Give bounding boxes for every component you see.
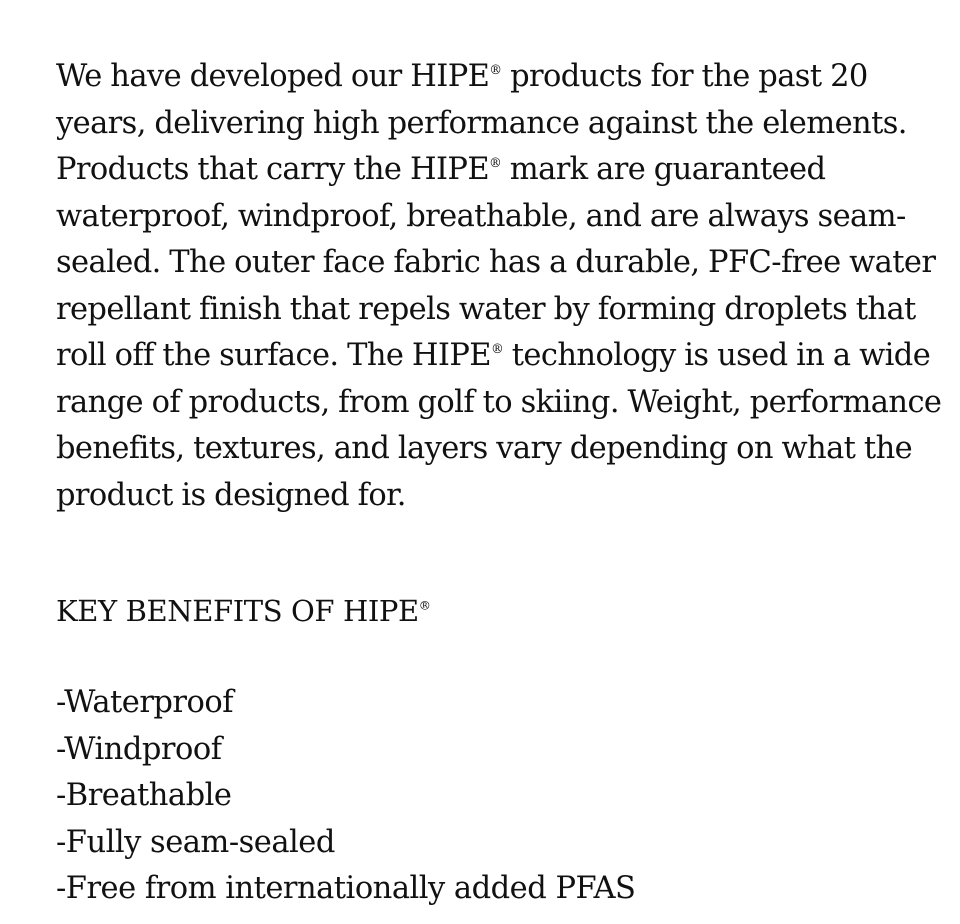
intro-line: [56, 473, 946, 520]
intro-line: [56, 380, 946, 427]
intro-text: sealed. The outer face fabric has a durable, PFC-free water: [56, 245, 936, 280]
intro-line: [56, 333, 946, 380]
intro-line: [56, 194, 946, 241]
benefit-item: -Waterproof: [56, 685, 234, 720]
registered-mark: ®: [489, 62, 502, 78]
intro-text: range of products, from golf to skiing. Weight, performance: [56, 384, 942, 420]
intro-text: product is designed for.: [56, 477, 406, 513]
intro-text: products for the past 20: [501, 59, 868, 94]
intro-text: roll off the surface. The HIPE: [56, 338, 491, 373]
key-benefits-heading: [56, 588, 946, 634]
document-body: [56, 54, 946, 913]
intro-text: years, delivering high performance against the elements.: [56, 105, 907, 141]
heading-text: KEY BENEFITS OF HIPE: [56, 594, 419, 628]
benefit-item: -Fully seam-sealed: [56, 824, 335, 860]
benefit-item: -Breathable: [56, 778, 232, 813]
registered-mark: ®: [490, 341, 504, 357]
intro-text: We have developed our HIPE: [56, 59, 490, 94]
benefit-item: -Free from internationally added PFAS: [56, 871, 636, 906]
intro-text: benefits, textures, and layers vary depending on what the: [56, 431, 913, 466]
intro-line: [56, 426, 946, 473]
benefit-item: -Windproof: [56, 731, 222, 767]
intro-text: repellant finish that repels water by forming droplets that: [56, 291, 916, 327]
intro-line: [56, 287, 946, 334]
intro-text: technology is used in a wide: [503, 338, 931, 373]
intro-line: [56, 101, 946, 148]
intro-line: [56, 147, 946, 194]
benefits-list: [56, 680, 946, 913]
intro-text: Products that carry the HIPE: [56, 152, 489, 187]
registered-mark: ®: [488, 155, 502, 171]
registered-mark: ®: [418, 598, 431, 613]
intro-text: waterproof, windproof, breathable, and are always seam-: [56, 198, 906, 234]
intro-line: [56, 240, 946, 287]
intro-paragraph: [56, 54, 946, 519]
intro-line: [56, 54, 946, 101]
intro-text: mark are guaranteed: [501, 152, 826, 187]
